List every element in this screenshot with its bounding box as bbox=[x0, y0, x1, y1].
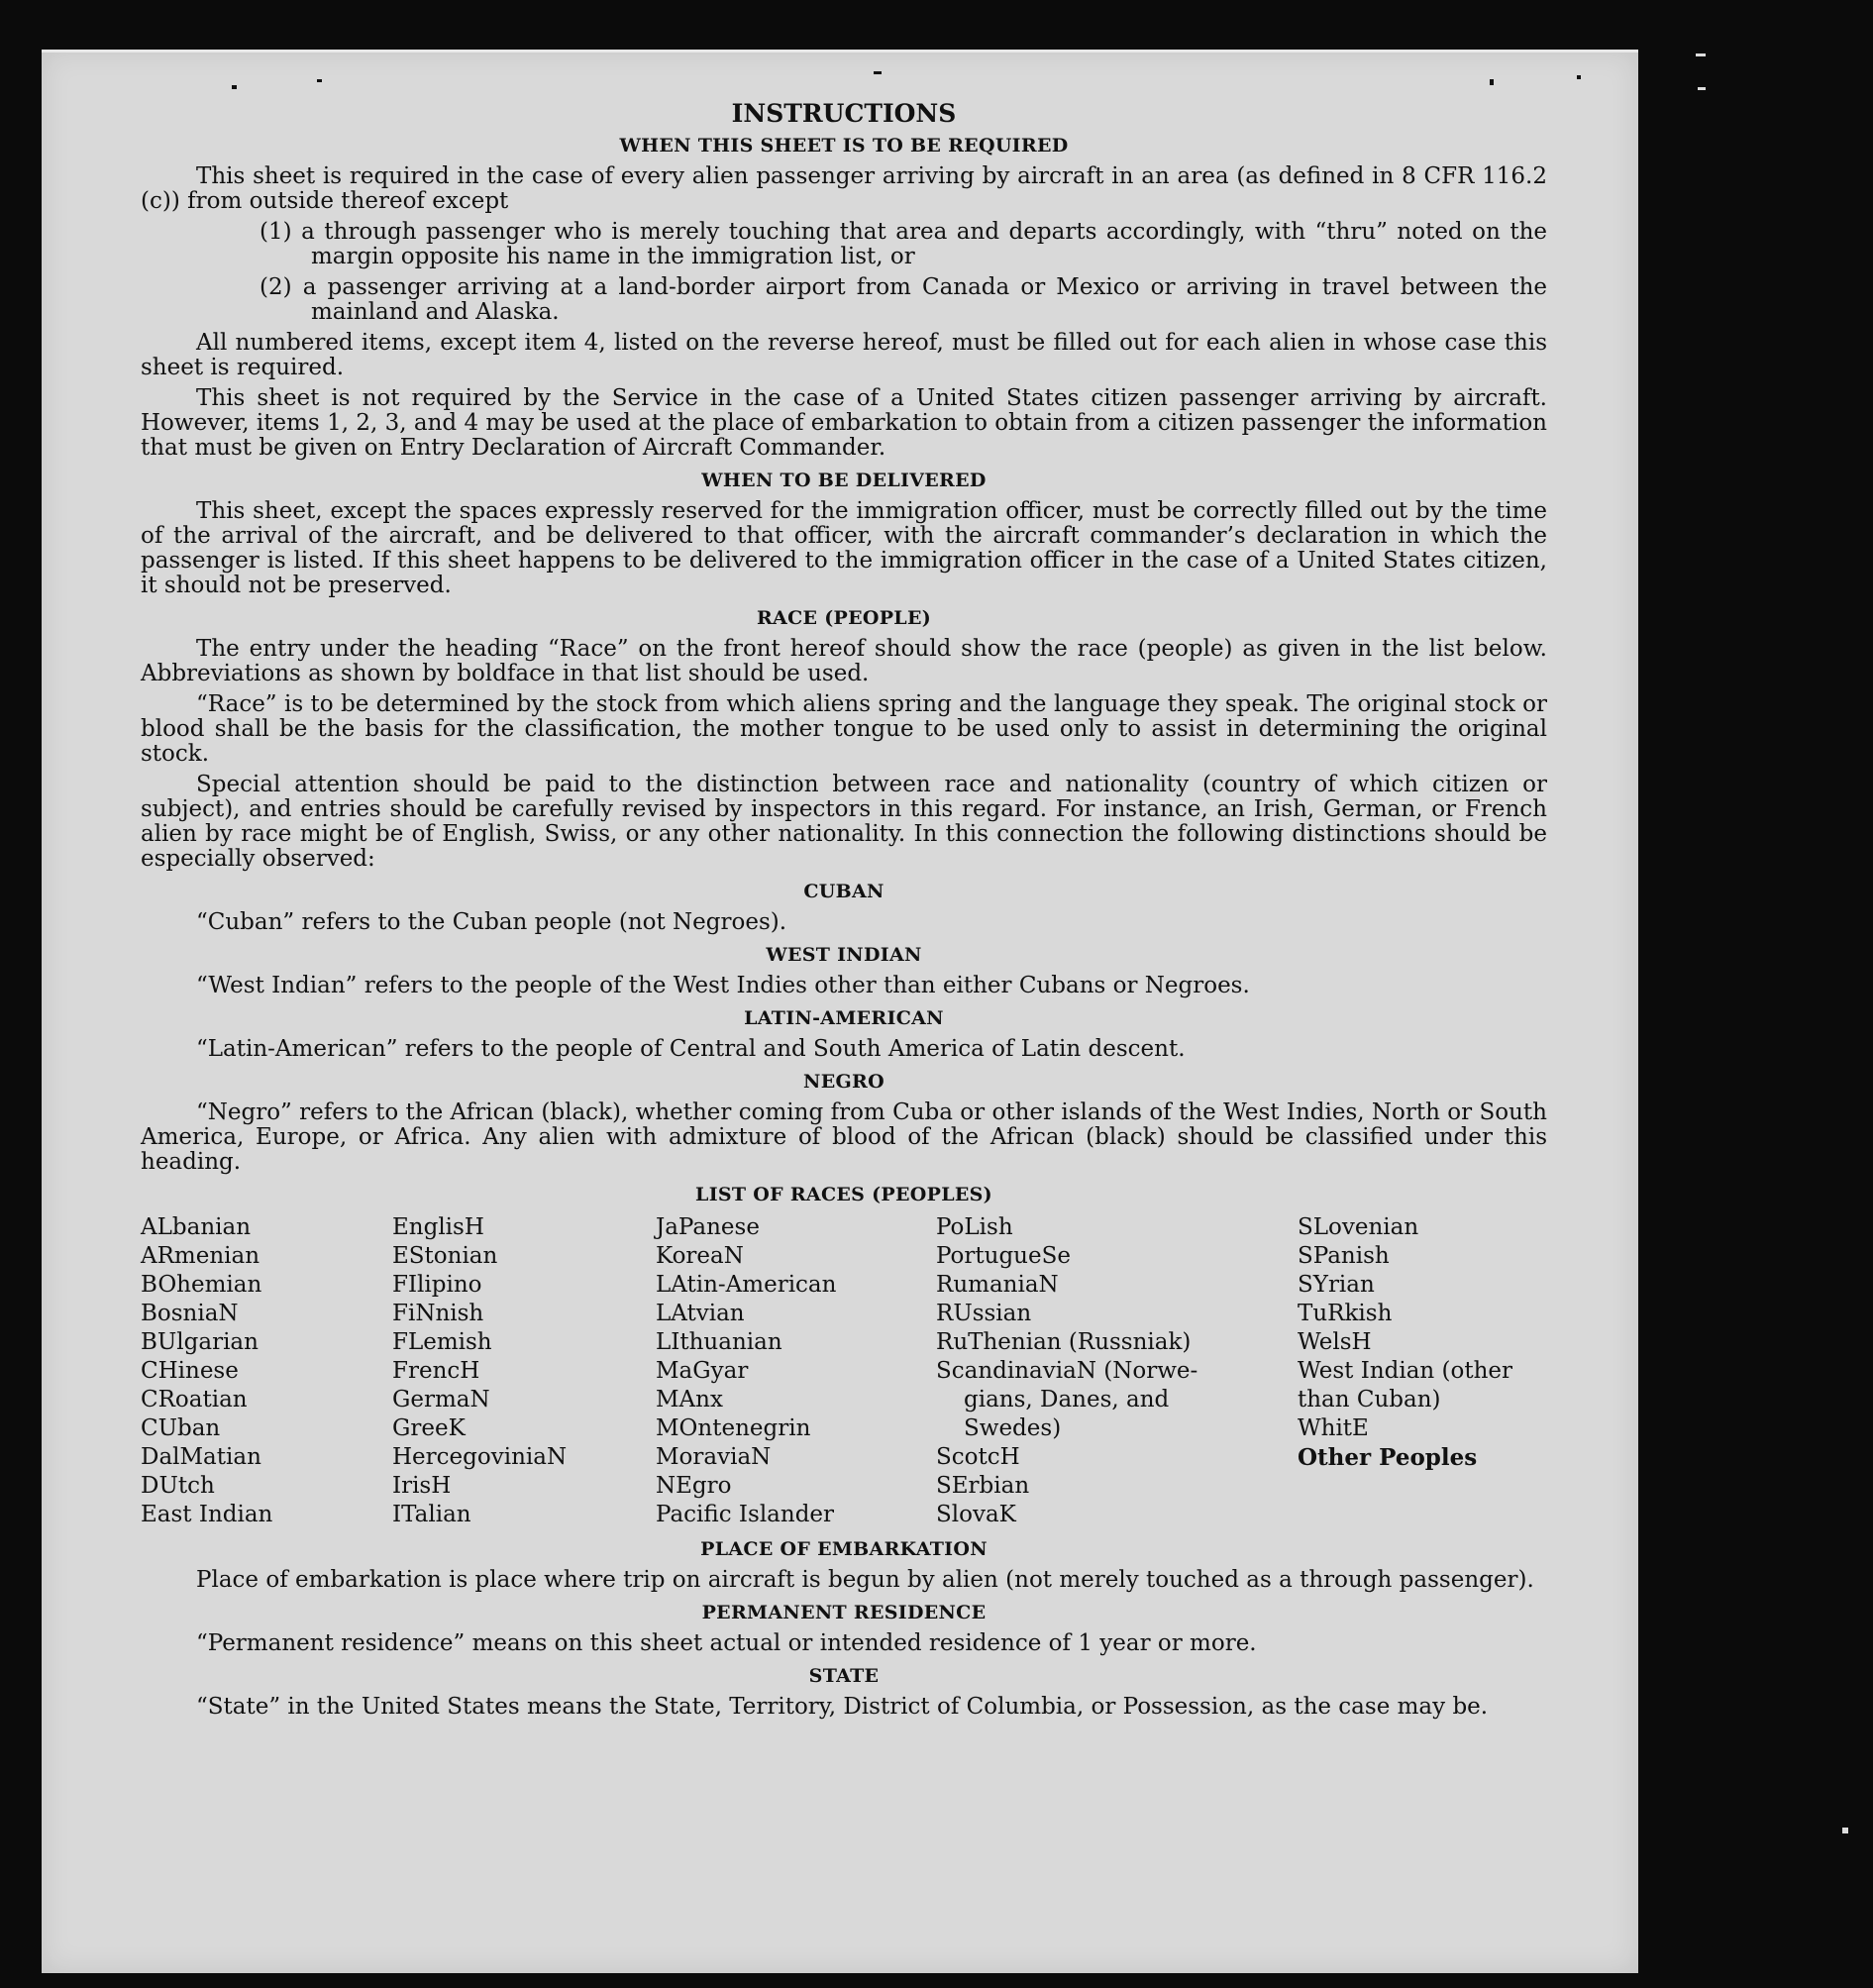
race-entry: FrencH bbox=[392, 1358, 480, 1384]
race-entry: FLemish bbox=[392, 1329, 492, 1355]
race-entry: gians, Danes, and bbox=[964, 1387, 1170, 1413]
race-entry: LIthuanian bbox=[656, 1329, 782, 1355]
race-entry: West Indian (other bbox=[1298, 1358, 1513, 1384]
heading-west-indian: WEST INDIAN bbox=[766, 944, 922, 966]
race-entry: Swedes) bbox=[964, 1415, 1062, 1441]
race-entry: IrisH bbox=[392, 1473, 452, 1499]
heading-state: STATE bbox=[808, 1665, 880, 1687]
race-entry: Pacific Islander bbox=[656, 1502, 835, 1527]
race-entry: PoLish bbox=[936, 1214, 1013, 1240]
heading-when-required: WHEN THIS SHEET IS TO BE REQUIRED bbox=[619, 135, 1069, 157]
scan-speck bbox=[1698, 87, 1706, 90]
race-entry: PortugueSe bbox=[936, 1243, 1071, 1269]
scan-speck bbox=[1490, 79, 1494, 85]
race-entry: SlovaK bbox=[936, 1502, 1016, 1527]
race-entry: ITalian bbox=[392, 1502, 471, 1527]
heading-place-of-embarkation: PLACE OF EMBARKATION bbox=[700, 1538, 988, 1560]
race-entry: KoreaN bbox=[656, 1243, 744, 1269]
race-column-3 bbox=[656, 1213, 936, 1529]
race-entry: MoraviaN bbox=[656, 1444, 772, 1470]
paragraph: This sheet is required in the case of every alien passenger arriving by aircraft in an area (as defined in 8 CFR 116.2 (c)) from outside thereof except bbox=[141, 163, 1547, 214]
heading-race: RACE (PEOPLE) bbox=[756, 607, 932, 629]
race-entry: LAtin-American bbox=[656, 1272, 837, 1298]
race-entry: HercegoviniaN bbox=[392, 1444, 568, 1470]
paragraph: This sheet is not required by the Service in the case of a United States citizen passenger arriving by aircraft. However, items 1, 2, 3, and 4 may be used at the place of embarkation to obtain from a citizen passenger the information that must be given on Entry Declaration of Aircraft Commander. bbox=[141, 385, 1547, 461]
page-edge-highlight bbox=[42, 50, 1638, 52]
paragraph: This sheet, except the spaces expressly reserved for the immigration officer, must be correctly filled out by the time of the arrival of the aircraft, and be delivered to that officer, with the aircraft commander’s declaration in which the passenger is listed. If this sheet happens to be delivered to the immigration officer in the case of a United States citizen, it should not be preserved. bbox=[141, 498, 1547, 598]
race-column-2 bbox=[392, 1213, 656, 1529]
race-entry: ALbanian bbox=[141, 1214, 252, 1240]
race-entry: TuRkish bbox=[1298, 1301, 1393, 1326]
heading-when-delivered: WHEN TO BE DELIVERED bbox=[701, 470, 987, 491]
race-entry: JaPanese bbox=[656, 1214, 760, 1240]
exception-item-2: (2) a passenger arriving at a land-border airport from Canada or Mexico or arriving in travel between the mainland and Alaska. bbox=[260, 274, 1547, 325]
race-entry: SLovenian bbox=[1298, 1214, 1419, 1240]
race-entry: GermaN bbox=[392, 1387, 490, 1413]
race-entry: ScotcH bbox=[936, 1444, 1020, 1470]
race-entry: FIlipino bbox=[392, 1272, 482, 1298]
race-entry: DalMatian bbox=[141, 1444, 261, 1470]
paragraph: All numbered items, except item 4, listed on the reverse hereof, must be filled out for each alien in whose case this sheet is required. bbox=[141, 330, 1547, 380]
race-entry: FiNnish bbox=[392, 1301, 484, 1326]
race-entry: SErbian bbox=[936, 1473, 1030, 1499]
scan-speck bbox=[317, 79, 322, 82]
race-entry: WhitE bbox=[1298, 1415, 1369, 1441]
race-entry: RuThenian (Russniak) bbox=[936, 1329, 1192, 1355]
scan-speck bbox=[1696, 53, 1706, 56]
race-column-1 bbox=[141, 1213, 392, 1529]
heading-permanent-residence: PERMANENT RESIDENCE bbox=[701, 1602, 987, 1623]
scan-speck bbox=[1842, 1828, 1848, 1833]
race-column-4 bbox=[936, 1213, 1298, 1529]
race-entry: SYrian bbox=[1298, 1272, 1375, 1298]
race-entry: EnglisH bbox=[392, 1214, 484, 1240]
race-entry: SPanish bbox=[1298, 1243, 1390, 1269]
race-entry: ScandinaviaN (Norwe- bbox=[936, 1358, 1198, 1384]
heading-cuban: CUBAN bbox=[803, 881, 884, 902]
definition-latin-american: “Latin-American” refers to the people of Central and South America of Latin descent. bbox=[196, 1036, 1186, 1062]
race-entry: Other Peoples bbox=[1298, 1444, 1478, 1471]
race-entry: WelsH bbox=[1298, 1329, 1372, 1355]
race-entry: CHinese bbox=[141, 1358, 239, 1384]
race-entry: MaGyar bbox=[656, 1358, 749, 1384]
heading-latin-american: LATIN-AMERICAN bbox=[744, 1007, 944, 1029]
heading-negro: NEGRO bbox=[803, 1071, 884, 1093]
paragraph: “Race” is to be determined by the stock from which aliens spring and the language they speak. The original stock or blood shall be the basis for the classification, the mother tongue to be used only to assist in determining the original stock. bbox=[141, 691, 1547, 767]
race-entry: NEgro bbox=[656, 1473, 732, 1499]
page-title: INSTRUCTIONS bbox=[731, 99, 957, 128]
instructions-text bbox=[141, 101, 1547, 1726]
race-entry: RumaniaN bbox=[936, 1272, 1059, 1298]
race-entry: ARmenian bbox=[141, 1243, 260, 1269]
race-entry: MAnx bbox=[656, 1387, 723, 1413]
race-entry: East Indian bbox=[141, 1502, 273, 1527]
definition-cuban: “Cuban” refers to the Cuban people (not Negroes). bbox=[196, 909, 787, 935]
race-entry: MOntenegrin bbox=[656, 1415, 811, 1441]
paragraph: Special attention should be paid to the distinction between race and nationality (country of which citizen or subject), and entries should be carefully revised by inspectors in this regard. For instance, an Irish, German, or French alien by race might be of English, Swiss, or any other nationality. In this connection the following distinctions should be especially observed: bbox=[141, 772, 1547, 872]
race-entry: LAtvian bbox=[656, 1301, 745, 1326]
race-entry: EStonian bbox=[392, 1243, 498, 1269]
race-entry: than Cuban) bbox=[1298, 1387, 1441, 1413]
definition-place-of-embarkation: Place of embarkation is place where trip on aircraft is begun by alien (not merely touched as a through passenger). bbox=[196, 1567, 1534, 1593]
race-entry: BUlgarian bbox=[141, 1329, 259, 1355]
race-entry: BOhemian bbox=[141, 1272, 262, 1298]
scan-speck bbox=[1577, 75, 1581, 79]
race-entry: RUssian bbox=[936, 1301, 1032, 1326]
race-list bbox=[141, 1213, 1547, 1529]
race-entry: DUtch bbox=[141, 1473, 215, 1499]
race-entry: CUban bbox=[141, 1415, 221, 1441]
definition-negro: “Negro” refers to the African (black), whether coming from Cuba or other islands of the West Indies, North or South America, Europe, or Africa. Any alien with admixture of blood of the African (black) should be classified under this heading. bbox=[141, 1099, 1547, 1175]
definition-west-indian: “West Indian” refers to the people of the West Indies other than either Cubans or Negroes. bbox=[196, 973, 1250, 998]
definition-permanent-residence: “Permanent residence” means on this sheet actual or intended residence of 1 year or more. bbox=[196, 1630, 1257, 1656]
definition-state: “State” in the United States means the State, Territory, District of Columbia, or Possession, as the case may be. bbox=[196, 1694, 1489, 1720]
race-entry: BosniaN bbox=[141, 1301, 239, 1326]
exception-item-1: (1) a through passenger who is merely touching that area and departs accordingly, with “thru” noted on the margin opposite his name in the immigration list, or bbox=[260, 219, 1547, 269]
heading-list-of-races: LIST OF RACES (PEOPLES) bbox=[695, 1184, 992, 1205]
document-page bbox=[42, 50, 1638, 1973]
scan-speck bbox=[232, 85, 237, 89]
race-column-5 bbox=[1298, 1213, 1547, 1529]
race-entry: CRoatian bbox=[141, 1387, 248, 1413]
paragraph: The entry under the heading “Race” on the front hereof should show the race (people) as given in the list below. Abbreviations as shown by boldface in that list should be used. bbox=[141, 636, 1547, 686]
race-entry: GreeK bbox=[392, 1415, 466, 1441]
scan-speck bbox=[874, 71, 882, 74]
